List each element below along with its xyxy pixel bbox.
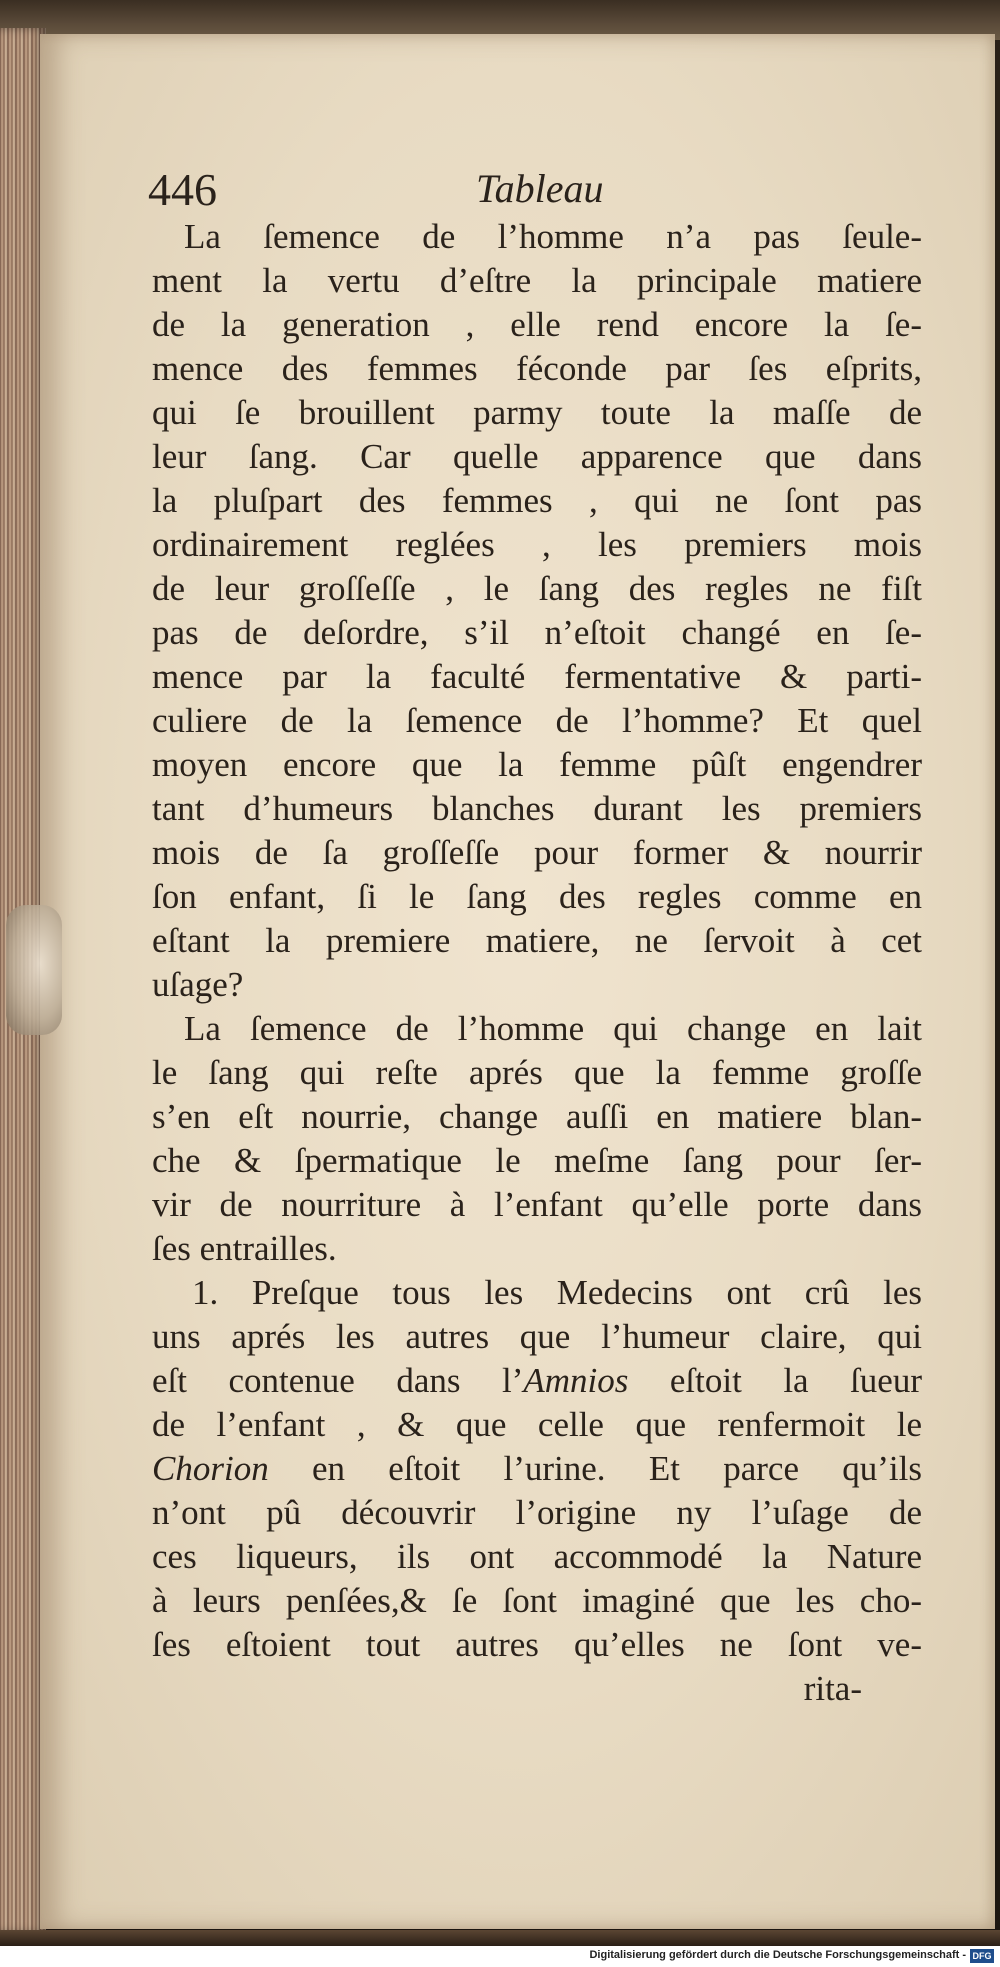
text-line: Chorion en eſtoit l’urine. Et parce qu’ils bbox=[152, 1449, 922, 1488]
text-line: à leurs penſées,& ſe ſont imaginé que les cho- bbox=[152, 1581, 922, 1620]
text-line: la pluſpart des femmes , qui ne ſont pas bbox=[152, 481, 922, 520]
text-line: ordinairement reglées , les premiers mois bbox=[152, 525, 922, 564]
book-clasp bbox=[6, 905, 62, 1035]
text-line: culiere de la ſemence de l’homme? Et quel bbox=[152, 701, 922, 740]
text-line: de leur groſſeſſe , le ſang des regles ne fiſt bbox=[152, 569, 922, 608]
italic-term: Amnios bbox=[523, 1361, 629, 1400]
text-line: che & ſpermatique le meſme ſang pour ſer- bbox=[152, 1141, 922, 1180]
text-line: pas de deſordre, s’il n’eſtoit changé en ſe- bbox=[152, 613, 922, 652]
text-line: s’en eſt nourrie, change auſſi en matiere blan- bbox=[152, 1097, 922, 1136]
text-line: de l’enfant , & que celle que renfermoit le bbox=[152, 1405, 922, 1444]
text-line: eſtant la premiere matiere, ne ſervoit à cet bbox=[152, 921, 922, 960]
text-line: mence par la faculté fermentative & parti- bbox=[152, 657, 922, 696]
text-line: ment la vertu d’eſtre la principale matiere bbox=[152, 261, 922, 300]
text-line: vir de nourriture à l’enfant qu’elle porte dans bbox=[152, 1185, 922, 1224]
text-line: mois de ſa groſſeſſe pour former & nourrir bbox=[152, 833, 922, 872]
text-line: uſage? bbox=[152, 965, 244, 1004]
text-line: moyen encore que la femme pûſt engendrer bbox=[152, 745, 922, 784]
text-line: de la generation , elle rend encore la ſe- bbox=[152, 305, 922, 344]
page-number: 446 bbox=[148, 164, 217, 215]
text-line: mence des femmes féconde par ſes eſprits, bbox=[152, 349, 922, 388]
digitization-footer bbox=[0, 1946, 1000, 1967]
text-line: 1. Preſque tous les Medecins ont crû les bbox=[192, 1273, 922, 1312]
text-line: leur ſang. Car quelle apparence que dans bbox=[152, 437, 922, 476]
text-line: qui ſe brouillent parmy toute la maſſe de bbox=[152, 393, 922, 432]
text-line: La ſemence de l’homme n’a pas ſeule- bbox=[184, 217, 922, 256]
text-line: ſes eſtoient tout autres qu’elles ne ſont ve- bbox=[152, 1625, 922, 1664]
text-line: ces liqueurs, ils ont accommodé la Nature bbox=[152, 1537, 922, 1576]
text-line: le ſang qui reſte aprés que la femme groſſe bbox=[152, 1053, 922, 1092]
running-title: Tableau bbox=[476, 166, 604, 211]
body-text bbox=[152, 215, 922, 1711]
text-line: n’ont pû découvrir l’origine ny l’uſage de bbox=[152, 1493, 922, 1532]
italic-term: Chorion bbox=[152, 1449, 269, 1488]
book-bottom-edge bbox=[0, 1930, 1000, 1946]
text-line: tant d’humeurs blanches durant les premiers bbox=[152, 789, 922, 828]
text-line: ſes entrailles. bbox=[152, 1229, 337, 1268]
running-head bbox=[148, 163, 918, 223]
dfg-logo: DFG bbox=[970, 1949, 994, 1963]
catchword: rita- bbox=[803, 1669, 862, 1708]
text-line: ſon enfant, ſi le ſang des regles comme en bbox=[152, 877, 922, 916]
text-line: uns aprés les autres que l’humeur claire, qui bbox=[152, 1317, 922, 1356]
text-line: La ſemence de l’homme qui change en lait bbox=[184, 1009, 922, 1048]
funding-credit: Digitalisierung gefördert durch die Deutsche Forschungsgemeinschaft - bbox=[589, 1949, 966, 1961]
text-line: eſt contenue dans l’Amnios eſtoit la ſueur bbox=[152, 1361, 922, 1400]
